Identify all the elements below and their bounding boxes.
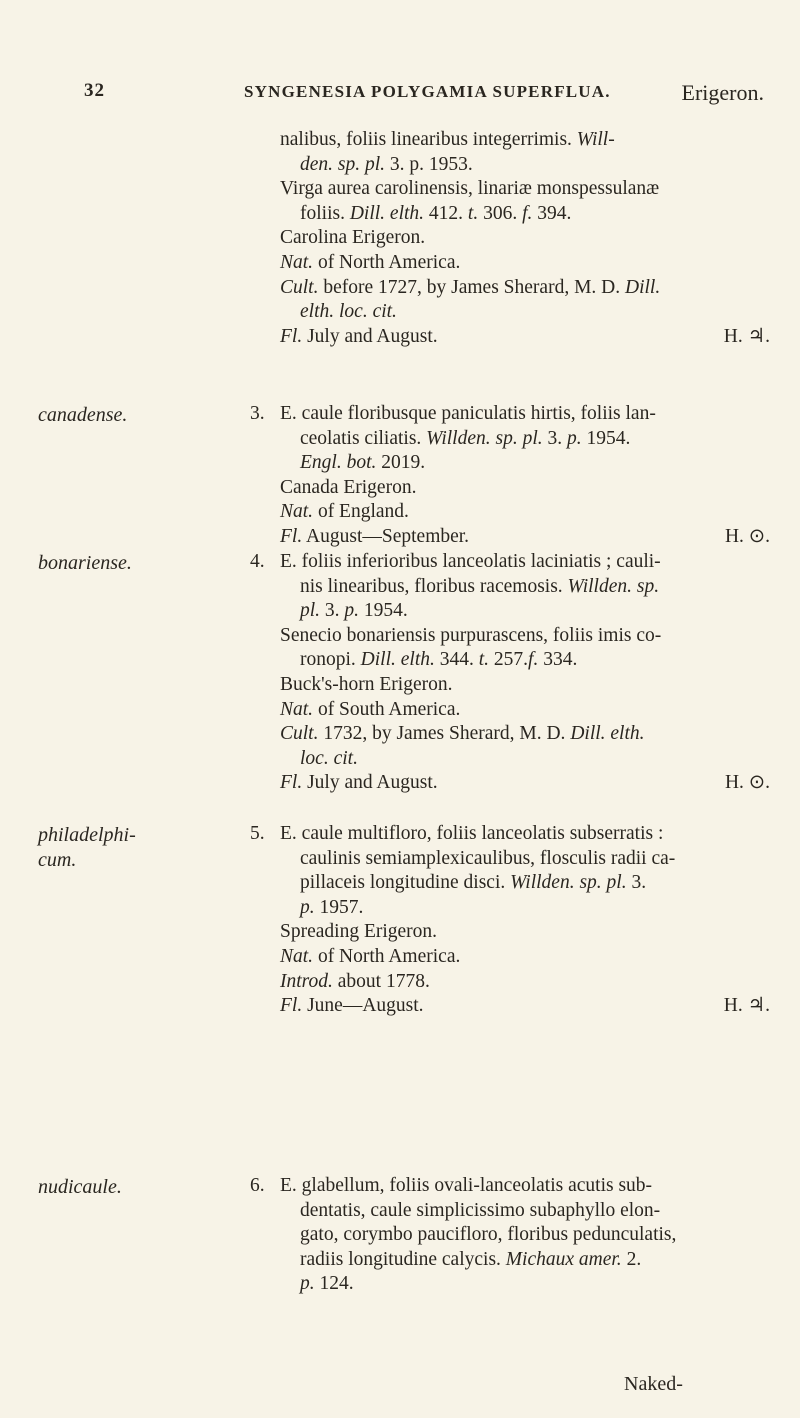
citation: Will-	[576, 129, 615, 150]
reference: 2.	[626, 1248, 642, 1270]
reference: 1954.	[586, 427, 631, 449]
reference: 1957.	[319, 896, 364, 918]
citation: Engl. bot.	[300, 452, 377, 474]
citation: Michaux amer.	[505, 1248, 622, 1270]
common-name: Carolina Erigeron.	[280, 227, 426, 249]
habit-symbol: H. ⊙.	[724, 772, 770, 794]
citation: Dill. elth.	[570, 723, 645, 745]
text-line: radiis longitudine calycis.	[300, 1248, 501, 1270]
flowering: July and August.	[307, 772, 438, 794]
habit-symbol: H. ♃.	[723, 325, 770, 347]
label-flowering: Fl.	[280, 772, 303, 794]
label-native: Nat.	[280, 945, 314, 967]
cultivation: before 1727, by James Sherard, M. D.	[323, 276, 621, 298]
common-name: Spreading Erigeron.	[280, 921, 438, 943]
common-name: Canada Erigeron.	[280, 476, 417, 498]
species-entry	[250, 402, 770, 550]
flowering: July and August.	[307, 325, 438, 347]
synonym: Senecio bonariensis purpurascens, foliis imis co-	[280, 624, 662, 646]
text-line: gato, corymbo paucifloro, floribus pedunculatis,	[300, 1224, 677, 1246]
running-header	[84, 80, 764, 110]
species-name: bonariense.	[38, 552, 132, 574]
text-line: ceolatis ciliatis.	[300, 427, 422, 449]
reference: 344.	[439, 649, 474, 671]
introduction: about 1778.	[337, 970, 430, 992]
citation: Willden. sp. pl.	[426, 427, 543, 449]
common-name: Buck's-horn Erigeron.	[280, 673, 453, 695]
native-range: of North America.	[317, 945, 461, 967]
running-title: SYNGENESIA POLYGAMIA SUPERFLUA.	[244, 82, 611, 101]
species-entry	[250, 1174, 770, 1297]
cultivation: 1732, by James Sherard, M. D.	[323, 723, 566, 745]
text-line: nalibus, foliis linearibus integerrimis.	[280, 129, 572, 150]
reference: f.	[522, 202, 533, 224]
text-line: caulinis semiamplexicaulibus, flosculis radii ca-	[300, 847, 676, 869]
native-range: of North America.	[317, 251, 461, 273]
citation: Dill. elth.	[349, 202, 425, 224]
text-line: E. glabellum, foliis ovali-lanceolatis acutis sub-	[280, 1175, 653, 1196]
reference: t.	[467, 202, 479, 224]
label-cult: Cult.	[280, 723, 319, 745]
habit-symbol: H. ♃.	[723, 995, 770, 1017]
reference: 3.	[631, 872, 647, 894]
label-cult: Cult.	[280, 276, 319, 298]
species-name-block	[38, 823, 136, 872]
label-flowering: Fl.	[280, 325, 303, 347]
citation: pl.	[300, 600, 321, 622]
reference: p.	[567, 427, 582, 449]
label-flowering: Fl.	[280, 525, 303, 547]
reference: 334.	[543, 649, 578, 671]
genus-title: Erigeron.	[681, 80, 764, 105]
entry-continuation	[280, 128, 770, 349]
page-number: 32	[84, 80, 105, 101]
citation: Dill. elth.	[360, 649, 435, 671]
reference: 306.	[483, 202, 518, 224]
text-line: pillaceis longitudine disci.	[300, 872, 506, 894]
text-line: dentatis, caule simplicissimo subaphyllo elon-	[300, 1199, 661, 1221]
label-flowering: Fl.	[280, 995, 303, 1017]
entry-number: 6.	[250, 1175, 265, 1196]
label-introduced: Introd.	[280, 970, 333, 992]
habit-symbol: H. ⊙.	[724, 525, 770, 547]
reference: 394.	[537, 202, 572, 224]
citation: Willden. sp. pl.	[510, 872, 627, 894]
synonym: ronopi.	[300, 649, 356, 671]
text-line: E. foliis inferioribus lanceolatis laciniatis ; cauli-	[280, 551, 661, 572]
citation: elth. loc. cit.	[300, 301, 397, 323]
reference: 3.	[547, 427, 563, 449]
citation: Dill.	[624, 276, 661, 298]
text-line: E. caule multifloro, foliis lanceolatis subserratis :	[280, 823, 664, 844]
entry-number: 5.	[250, 823, 265, 844]
species-entry	[250, 822, 770, 1019]
reference: 412.	[428, 202, 464, 224]
entry-number: 3.	[250, 403, 265, 424]
native-range: of South America.	[317, 698, 461, 720]
native-range: of England.	[317, 501, 409, 523]
catchword: Naked-	[624, 1373, 683, 1395]
citation: loc. cit.	[300, 747, 358, 769]
reference: 3. p. 1953.	[389, 153, 473, 175]
label-native: Nat.	[280, 251, 314, 273]
citation: den. sp. pl.	[300, 153, 386, 175]
text-line: nis linearibus, floribus racemosis.	[300, 575, 563, 597]
reference: p.	[300, 896, 315, 918]
label-native: Nat.	[280, 698, 314, 720]
reference: 1954.	[363, 600, 408, 622]
label-native: Nat.	[280, 501, 314, 523]
reference: 3.	[324, 600, 340, 622]
reference: 2019.	[381, 452, 426, 474]
reference: 257.	[493, 649, 529, 671]
entry-number: 4.	[250, 551, 265, 572]
flowering: August—September.	[306, 525, 470, 547]
synonym: Virga aurea carolinensis, linariæ monspessulanæ	[280, 178, 660, 200]
reference: t.	[478, 649, 490, 671]
flowering: June—August.	[307, 995, 424, 1017]
reference: p.	[300, 1273, 315, 1295]
synonym: foliis.	[300, 202, 345, 224]
species-name: philadelphi-	[38, 824, 136, 846]
species-name: canadense.	[38, 404, 128, 426]
species-name-cont: cum.	[38, 848, 77, 871]
citation: Willden. sp.	[567, 575, 660, 597]
text-line: E. caule floribusque paniculatis hirtis, foliis lan-	[280, 403, 656, 424]
species-name: nudicaule.	[38, 1176, 122, 1198]
reference: 124.	[319, 1273, 354, 1295]
reference: p.	[344, 600, 360, 622]
species-entry	[250, 550, 770, 796]
reference: f.	[528, 649, 539, 671]
